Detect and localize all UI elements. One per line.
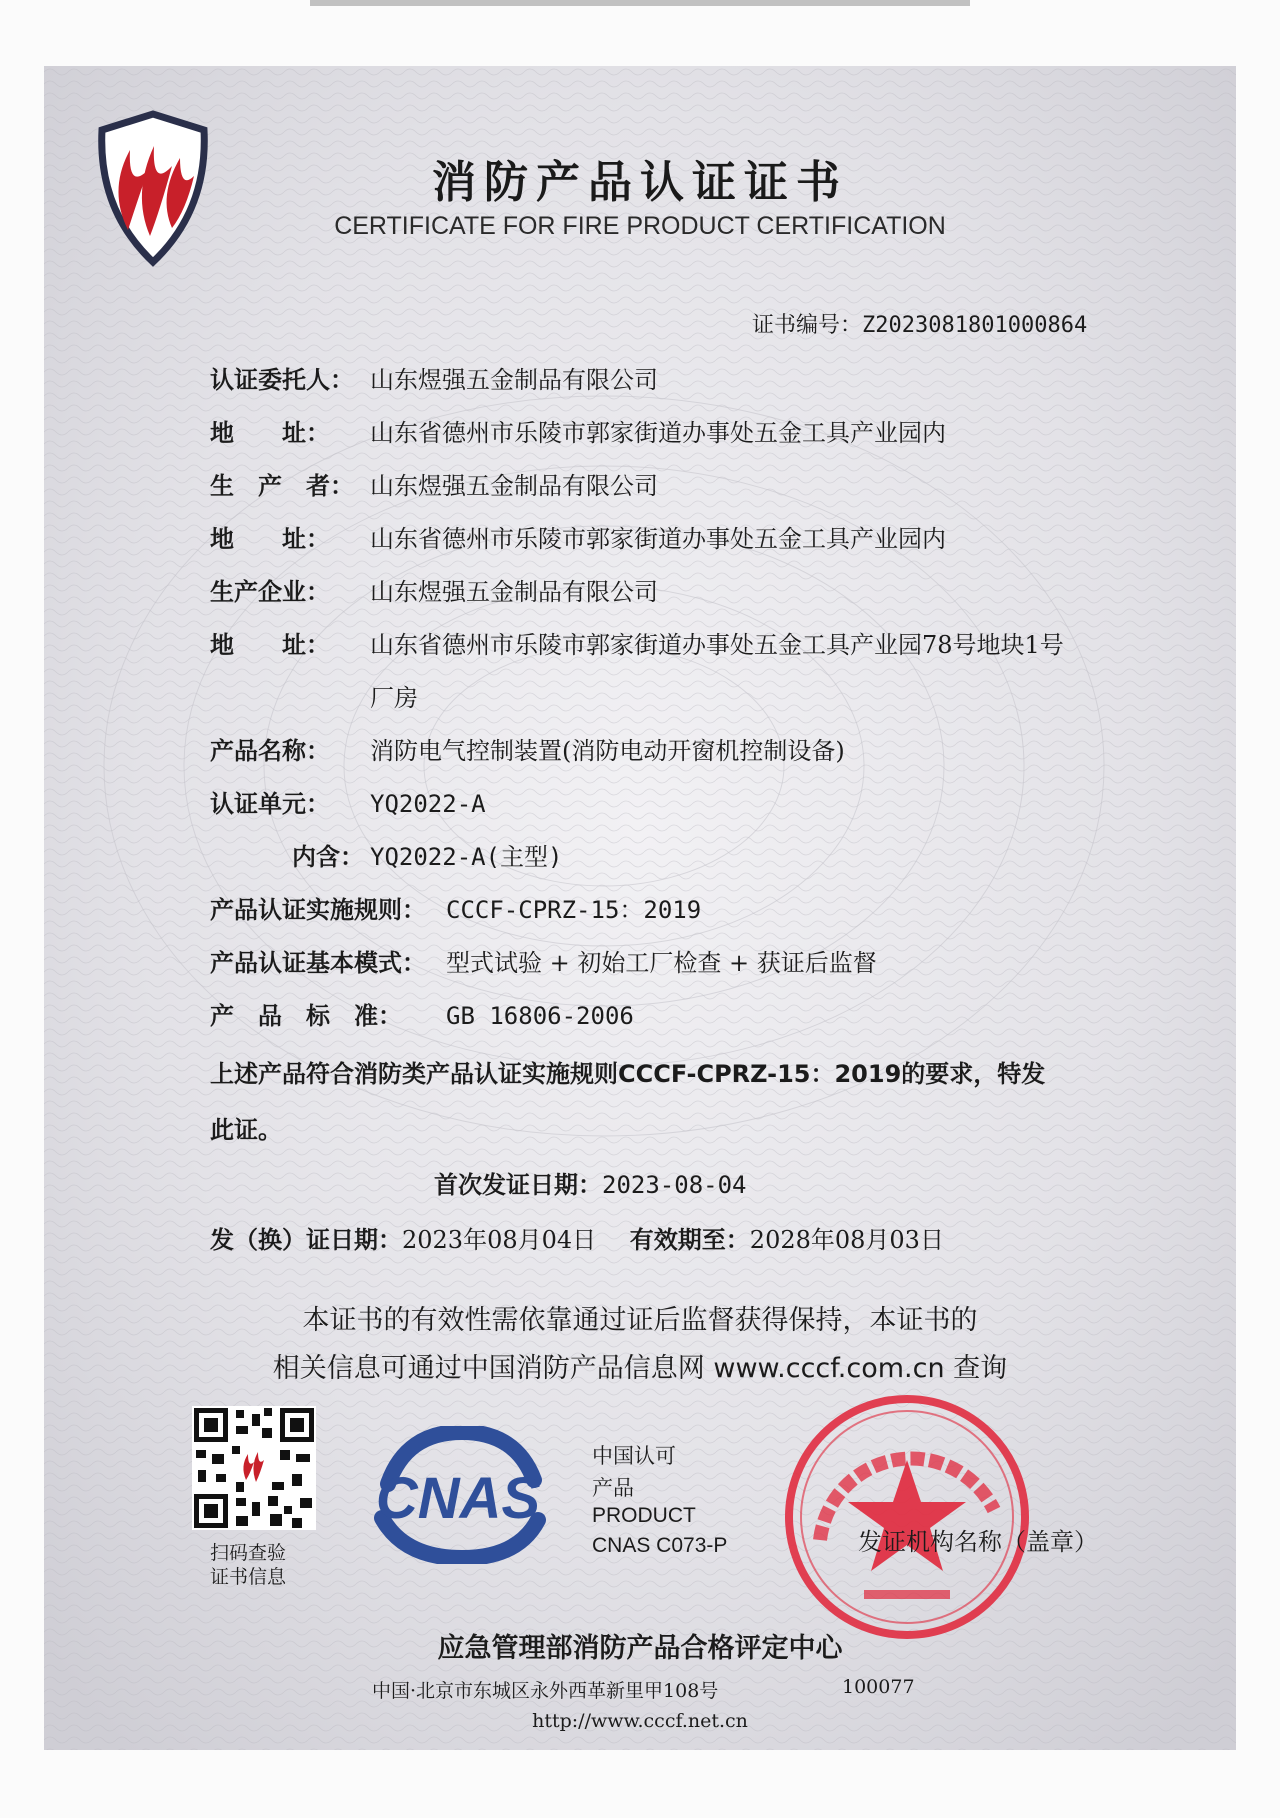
qr-caption-line-2: 证书信息 bbox=[210, 1566, 287, 1588]
conformity-line-1: 上述产品符合消防类产品认证实施规则CCCF-CPRZ-15：2019的要求，特发 bbox=[210, 1060, 1046, 1088]
field-label: 产品认证实施规则： bbox=[210, 896, 426, 924]
field-value: 山东省德州市乐陵市郭家街道办事处五金工具产业园内 bbox=[370, 419, 946, 447]
conformity-line-2: 此证。 bbox=[210, 1116, 282, 1144]
field-applicant-address bbox=[210, 413, 946, 448]
issuer-url[interactable]: http://www.cccf.net.cn bbox=[532, 1710, 748, 1732]
field-label: 地 址： bbox=[210, 631, 330, 659]
cnas-line-2: 产品 bbox=[592, 1476, 634, 1500]
field-value: CCCF-CPRZ-15：2019 bbox=[446, 896, 702, 924]
field-product-name bbox=[210, 731, 845, 766]
field-cert-unit bbox=[210, 784, 486, 819]
field-contains bbox=[292, 837, 563, 872]
certificate-subtitle: CERTIFICATE FOR FIRE PRODUCT CERTIFICATION bbox=[334, 212, 946, 240]
scan-edge bbox=[310, 0, 970, 6]
notice-line-2: 相关信息可通过中国消防产品信息网 www.cccf.com.cn 查询 bbox=[272, 1353, 1008, 1384]
field-factory-address bbox=[210, 625, 1064, 660]
cnas-line-1: 中国认可 bbox=[592, 1444, 676, 1468]
field-manufacturer bbox=[210, 466, 658, 501]
field-label: 认证单元： bbox=[210, 790, 330, 818]
certificate-number bbox=[752, 308, 1087, 339]
field-value: 山东煜强五金制品有限公司 bbox=[370, 366, 658, 394]
cert-no-label: 证书编号： bbox=[752, 313, 863, 338]
field-label: 地 址： bbox=[210, 419, 330, 447]
field-label: 产品名称： bbox=[210, 737, 330, 765]
field-mode bbox=[210, 943, 877, 978]
field-value: 山东煜强五金制品有限公司 bbox=[370, 472, 658, 500]
field-value: 型式试验 + 初始工厂检查 + 获证后监督 bbox=[446, 949, 877, 977]
field-value: YQ2022-A bbox=[370, 790, 486, 818]
first-issue-label: 首次发证日期： bbox=[434, 1171, 602, 1199]
cnas-line-4: CNAS C073-P bbox=[592, 1534, 728, 1557]
field-value: 山东省德州市乐陵市郭家街道办事处五金工具产业园内 bbox=[370, 525, 946, 553]
field-label: 生产企业： bbox=[210, 578, 330, 606]
field-label: 产 品 标 准： bbox=[210, 1002, 402, 1030]
field-label: 产品认证基本模式： bbox=[210, 949, 426, 977]
field-label: 内含： bbox=[292, 843, 364, 871]
field-label: 地 址： bbox=[210, 525, 330, 553]
field-label: 生 产 者： bbox=[210, 472, 354, 500]
issue-validity-dates bbox=[210, 1220, 944, 1255]
qr-caption-line-1: 扫码查验 bbox=[210, 1542, 287, 1564]
issue-date-label: 发（换）证日期： bbox=[210, 1226, 402, 1254]
issuer-address: 中国·北京市东城区永外西革新里甲108号 bbox=[372, 1680, 719, 1702]
cert-no-value: Z2023081801000864 bbox=[862, 313, 1088, 338]
first-issue-date bbox=[434, 1165, 747, 1200]
field-value: 厂房 bbox=[370, 684, 418, 712]
field-value: YQ2022-A(主型) bbox=[370, 843, 563, 871]
field-value: GB 16806-2006 bbox=[446, 1002, 634, 1030]
field-standard bbox=[210, 996, 634, 1031]
cnas-logo-text: CNAS bbox=[375, 1466, 541, 1531]
cnas-line-3: PRODUCT bbox=[592, 1504, 696, 1527]
seal-caption: 发证机构名称（盖章） bbox=[858, 1528, 1098, 1556]
field-rules bbox=[210, 890, 701, 925]
field-label: 认证委托人： bbox=[210, 366, 354, 394]
first-issue-value: 2023-08-04 bbox=[602, 1171, 747, 1199]
issuer-name: 应急管理部消防产品合格评定中心 bbox=[437, 1633, 843, 1664]
certificate-title: 消防产品认证证书 bbox=[432, 157, 848, 208]
issue-date-value: 2023年08月04日 bbox=[402, 1226, 597, 1254]
verification-qr-code[interactable] bbox=[192, 1406, 316, 1530]
notice-line-1: 本证书的有效性需依靠通过证后监督获得保持，本证书的 bbox=[302, 1305, 978, 1336]
field-factory-address-line2 bbox=[370, 678, 418, 713]
valid-until-value: 2028年08月03日 bbox=[749, 1226, 944, 1254]
field-applicant bbox=[210, 360, 658, 395]
field-value: 山东煜强五金制品有限公司 bbox=[370, 578, 658, 606]
cnas-logo bbox=[358, 1426, 558, 1564]
issuer-postcode: 100077 bbox=[842, 1676, 915, 1698]
valid-until-label: 有效期至： bbox=[629, 1226, 750, 1254]
field-manufacturer-address bbox=[210, 519, 946, 554]
official-red-seal bbox=[780, 1390, 1034, 1644]
field-value: 山东省德州市乐陵市郭家街道办事处五金工具产业园78号地块1号 bbox=[370, 631, 1064, 659]
field-value: 消防电气控制装置(消防电动开窗机控制设备) bbox=[370, 737, 845, 765]
field-factory bbox=[210, 572, 658, 607]
